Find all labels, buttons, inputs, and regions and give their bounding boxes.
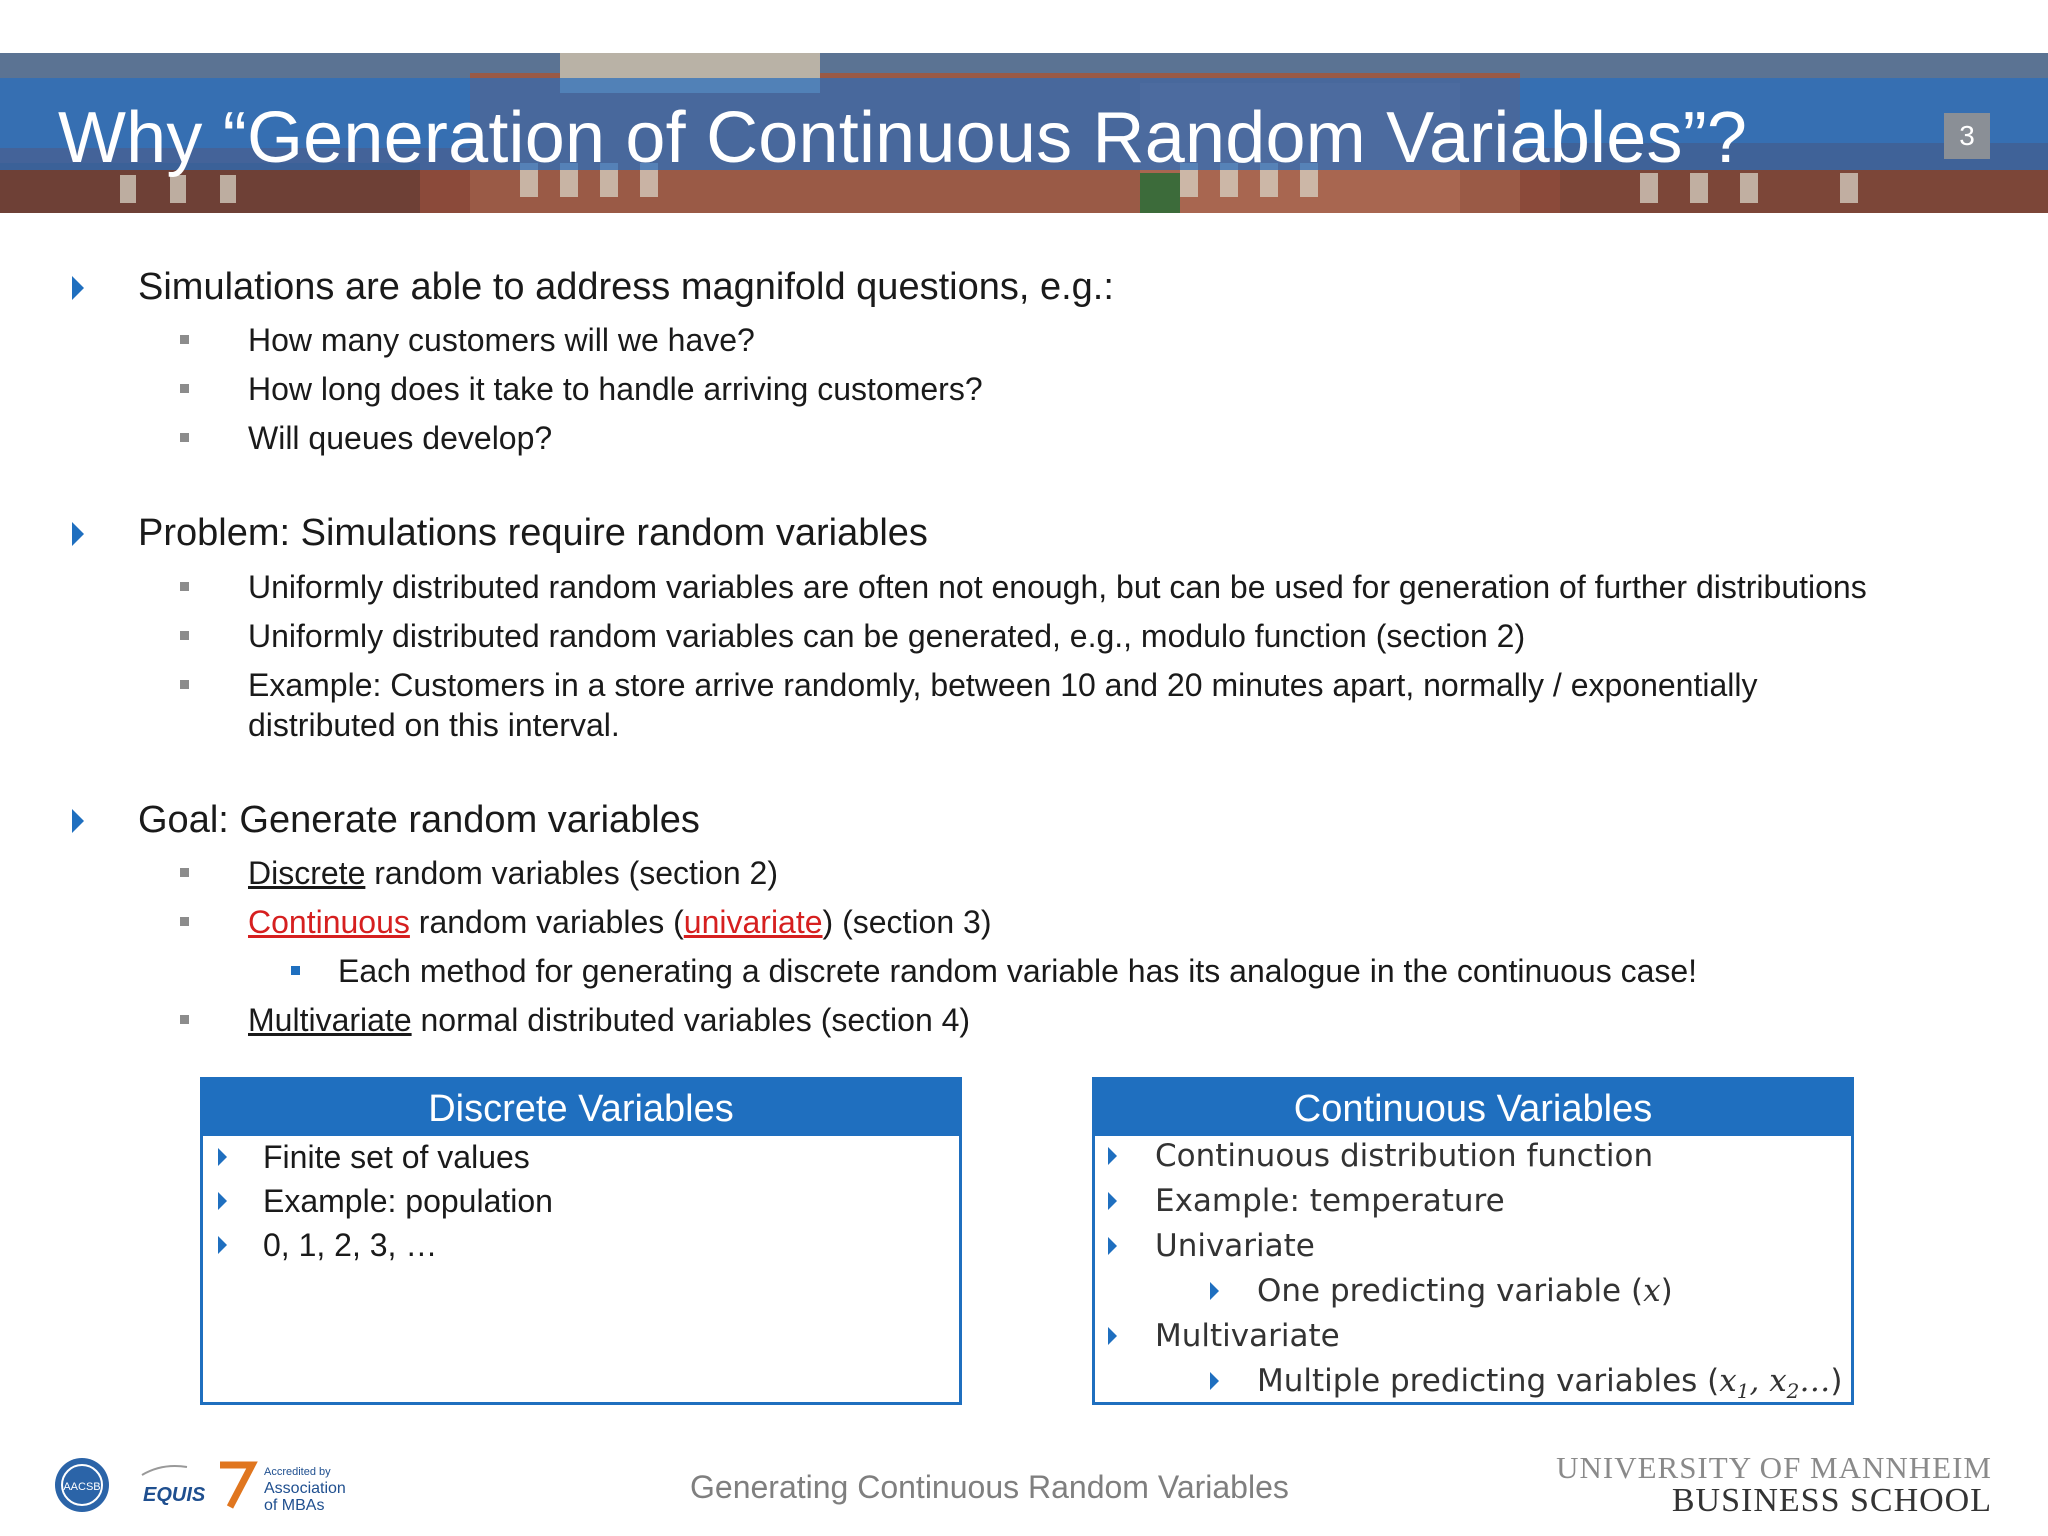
continuous-box-item: Continuous distribution function — [1155, 1138, 1654, 1174]
accreditation-logos — [52, 1455, 372, 1520]
bullet-arrow-icon — [1210, 1282, 1219, 1300]
bullet-square-icon — [180, 433, 189, 442]
bullet-arrow-icon — [1108, 1237, 1117, 1255]
discrete-keyword: Discrete — [248, 855, 366, 891]
discrete-box-item: Example: population — [263, 1183, 553, 1219]
bullet-square-icon — [180, 582, 189, 591]
continuous-variables-box — [1092, 1077, 1854, 1405]
discrete-box-item: 0, 1, 2, 3, … — [263, 1227, 438, 1263]
business-school-name: BUSINESS SCHOOL — [1671, 1482, 1992, 1519]
list-item: Uniformly distributed random variables are often not enough, but can be used for generation of further distributions — [248, 569, 1867, 605]
list-item-continuation: distributed on this interval. — [248, 707, 620, 743]
discrete-rest: random variables (section 2) — [365, 855, 778, 891]
university-logo — [1556, 1450, 1992, 1520]
math-x1-base: x — [1719, 1363, 1737, 1399]
math-x: x — [1643, 1273, 1661, 1309]
header-banner — [0, 53, 2048, 213]
bullet-square-icon — [180, 917, 189, 926]
list-item: How many customers will we have? — [248, 322, 755, 358]
discrete-variables-box — [200, 1077, 962, 1405]
section-heading-problem: Problem: Simulations require random variables — [138, 512, 928, 554]
bullet-arrow-icon — [1210, 1372, 1219, 1390]
footer-title: Generating Continuous Random Variables — [690, 1469, 1289, 1505]
continuous-rest: ) (section 3) — [822, 904, 992, 940]
slide-title: Why “Generation of Continuous Random Variables”? — [58, 98, 1748, 178]
bullet-arrow-icon — [218, 1236, 227, 1254]
continuous-keyword: Continuous — [248, 904, 410, 940]
multiple-predicting-text: Multiple predicting variables ( — [1257, 1363, 1720, 1399]
math-ellipsis: … — [1799, 1363, 1831, 1399]
sub-list-item: Each method for generating a discrete random variable has its analogue in the continuous case! — [338, 953, 1698, 989]
list-item: Uniformly distributed random variables can be generated, e.g., modulo function (section 2) — [248, 618, 1526, 654]
continuous-box-item: Univariate — [1155, 1228, 1315, 1264]
close-paren: ) — [1830, 1363, 1843, 1399]
amba-logo-line3: of MBAs — [264, 1497, 325, 1514]
continuous-box-subitem — [1257, 1361, 1843, 1411]
math-comma: , — [1749, 1363, 1770, 1399]
bullet-arrow-icon — [218, 1148, 227, 1166]
continuous-box-item: Multivariate — [1155, 1318, 1340, 1354]
slide-number: 3 — [1944, 113, 1990, 159]
aacsb-logo-text: AACSB — [63, 1481, 101, 1493]
univariate-keyword: univariate — [683, 904, 823, 940]
continuous-box-item: Example: temperature — [1155, 1183, 1505, 1219]
bullet-square-icon — [291, 966, 300, 975]
accreditation-logos-graphic — [52, 1455, 372, 1515]
amba-logo-icon — [220, 1465, 252, 1507]
math-x2-base: x — [1769, 1363, 1787, 1399]
discrete-box-title: Discrete Variables — [203, 1080, 959, 1136]
section-heading-simulations: Simulations are able to address magnifold questions, e.g.: — [138, 266, 1114, 308]
bullet-square-icon — [180, 680, 189, 689]
bullet-square-icon — [180, 384, 189, 393]
list-item: Example: Customers in a store arrive randomly, between 10 and 20 minutes apart, normally / exponentially — [248, 667, 1758, 703]
bullet-square-icon — [180, 1015, 189, 1024]
list-item-discrete — [248, 853, 778, 893]
list-item-continuous — [248, 902, 991, 942]
bullet-arrow-icon — [72, 809, 84, 833]
one-predicting-text: One predicting variable ( — [1257, 1273, 1644, 1309]
list-item: Will queues develop? — [248, 420, 553, 456]
university-name: UNIVERSITY OF MANNHEIM — [1556, 1450, 1992, 1485]
equis-logo-text: EQUIS — [143, 1484, 206, 1506]
close-paren: ) — [1660, 1273, 1673, 1309]
continuous-box-title: Continuous Variables — [1095, 1080, 1851, 1136]
bullet-arrow-icon — [1108, 1192, 1117, 1210]
bullet-arrow-icon — [218, 1192, 227, 1210]
bullet-square-icon — [180, 335, 189, 344]
math-x1 — [1719, 1363, 1831, 1404]
bullet-arrow-icon — [1108, 1327, 1117, 1345]
bullet-square-icon — [180, 868, 189, 877]
continuous-mid: random variables ( — [409, 904, 684, 940]
bullet-arrow-icon — [72, 276, 84, 300]
multivariate-keyword: Multivariate — [248, 1002, 412, 1038]
section-heading-goal: Goal: Generate random variables — [138, 799, 700, 841]
multivariate-rest: normal distributed variables (section 4) — [411, 1002, 971, 1038]
bullet-arrow-icon — [72, 522, 84, 546]
math-x2-subscript: 2 — [1786, 1379, 1800, 1404]
discrete-box-item: Finite set of values — [263, 1139, 530, 1175]
amba-logo-line2: Association — [264, 1480, 346, 1497]
bullet-square-icon — [180, 631, 189, 640]
math-x1-subscript: 1 — [1736, 1379, 1750, 1404]
list-item-multivariate — [248, 1000, 970, 1040]
amba-logo-line1: Accredited by — [264, 1466, 331, 1478]
bullet-arrow-icon — [1108, 1147, 1117, 1165]
continuous-box-subitem — [1257, 1271, 1673, 1311]
list-item: How long does it take to handle arriving customers? — [248, 371, 983, 407]
